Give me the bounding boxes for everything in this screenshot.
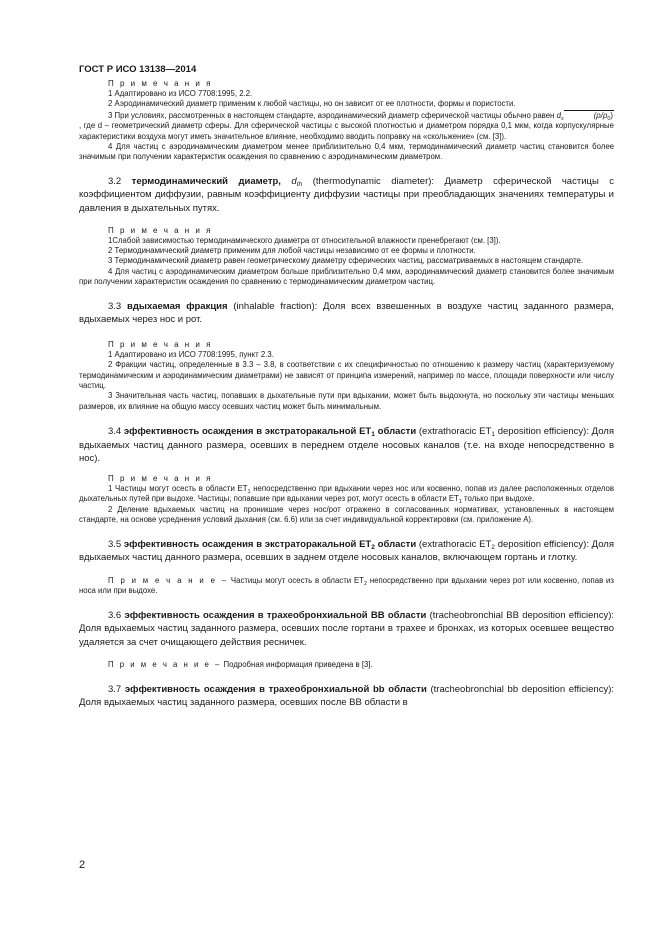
note: 3 Значительная часть частиц, попавших в дыхательные пути при вдыхании, может быть выдохнута, но поскольку эти частицы меньших размеров, их влияние на общую массу осевших частиц может быть минимальным.	[79, 391, 614, 411]
note: 2 Термодинамический диаметр применим для любой частицы независимо от ее формы и плотности.	[108, 246, 476, 256]
notes-heading: П р и м е ч а н и я	[108, 79, 213, 88]
term-3-6: 3.6 эффективность осаждения в трахеобронхиальной BB области (tracheobronchial BB deposition efficiency): Доля вдыхаемых частиц заданного размера, осевших после гортани в трахее и бронхах, из которых осевшее вещество удаляется за счет очищающего действия ресничек.	[79, 609, 614, 648]
note: П р и м е ч а н и е – Частицы могут осесть в области $ET_2$ непосредственно при вдыхании через рот или косвенно, попав из носа или при выдохе.	[79, 575, 614, 596]
notes-heading: П р и м е ч а н и я	[108, 474, 213, 484]
document-page	[79, 64, 614, 710]
square-root-formula: $(\rho/\rho_0)$	[564, 110, 614, 120]
note: 3 Термодинамический диаметр равен геометрическому диаметру сферических частиц, рассматриваемых в настоящем стандарте.	[108, 256, 584, 266]
note: 2 Деление вдыхаемых частиц на проникшие через нос/рот отражено в согласованных нормативах, установленных в настоящем стандарте, на основе усреднения условий дыхания (см. 6.6) или за счет индивидуальной корректировки (см. приложение А).	[79, 504, 614, 525]
term-3-4: 3.4 эффективность осаждения в экстраторакальной $ET_1$ области (extrathoracic $ET_1$ deposition efficiency): Доля вдыхаемых частиц данного размера, осевших в переднем отделе носовых каналов (т.е. на входе непосредственно в нос).	[79, 426, 614, 465]
formula: $d_s$	[556, 110, 564, 122]
term-3-7: 3.7 эффективность осаждения в трахеобронхиальной bb области (tracheobronchial bb deposition efficiency): Доля вдыхаемых частиц заданного размера, осевших после BB области в	[79, 683, 615, 709]
note: 2 Фракции частиц, определенные в 3.3 – 3.8, в соответствии с их специфичностью по отношению к размеру частиц (характеризуемому термодинамическим и аэродинамическим диаметрами) не зависят от принципа измерений, например по массе, площади поверхности или числу частиц.	[79, 360, 614, 391]
note: 3 При условиях, рассмотренных в настоящем стандарте, аэродинамический диаметр сферической частицы обычно равен $d_s$ $(\rho/\rho_0)$, где d – геометрический диаметр сферы. Для сферической частицы с высокой плотностью и диаметром порядка 0,1 мкм, когда корпускулярные характеристики воздуха могут иметь значительное влияние, необходимо вводить поправку на «скольжение» (см. [3]).	[79, 110, 614, 141]
note: 4 Для частиц с аэродинамическим диаметром больше приблизительно 0,4 мкм, аэродинамический диаметр становится более значимым при получении характеристик осаждения по сравнению с термодинамическим диаметром частиц.	[79, 266, 614, 287]
notes-heading: П р и м е ч а н и я	[108, 225, 213, 235]
term-3-2: 3.2 термодинамический диаметр, $d_{th}$ (thermodynamic diameter): Диаметр сферической частицы с коэффициентом диффузии, равным коэффициенту диффузии частицы при преобладающих значениях температуры и давления в дыхательных путях.	[79, 175, 614, 215]
note: 1Слабой зависимостью термодинамического диаметра от относительной влажности пренебрегают (см. [3]).	[108, 235, 501, 245]
term-3-3: 3.3 вдыхаемая фракция (inhalable fraction): Доля всех взвешенных в воздухе частиц заданного размера, вдыхаемых через нос и рот.	[79, 300, 614, 326]
note: П р и м е ч а н и е – Подробная информация приведена в [3].	[108, 660, 373, 670]
note: 1 Частицы могут осесть в области $ET_1$ непосредственно при вдыхании через нос или косвенно, попав из далее расположенных отделов дыхательных путей при выдохе. Частицы, попавшие при вдыхании через рот, могут осесть в области $ET_1$ только при выдохе.	[79, 484, 614, 506]
term-3-5: 3.5 эффективность осаждения в экстраторакальной $ET_2$ области (extrathoracic $ET_2$ deposition efficiency): Доля вдыхаемых частиц данного размера, осевших в заднем отделе носовых каналов, включающем гортань и глотку.	[79, 538, 614, 564]
note: 1 Адаптировано из ИСО 7708:1995, 2.2.	[108, 89, 253, 98]
notes-heading: П р и м е ч а н и я	[108, 339, 213, 349]
note: 4 Для частиц с аэродинамическим диаметром менее приблизительно 0,4 мкм, термодинамический диаметр частиц становится более значимым при получении характеристик осаждения по сравнению с аэродинамическим диаметром.	[79, 142, 614, 162]
document-header: ГОСТ Р ИСО 13138—2014	[79, 64, 197, 75]
symbol: $d_{th}$	[291, 175, 303, 188]
note: 1 Адаптировано из ИСО 7708:1995, пункт 2.3.	[108, 349, 274, 359]
page-number: 2	[79, 859, 86, 871]
note: 2 Аэродинамический диаметр применим к любой частицы, но он зависит от ее плотности, формы и пористости.	[108, 99, 516, 109]
